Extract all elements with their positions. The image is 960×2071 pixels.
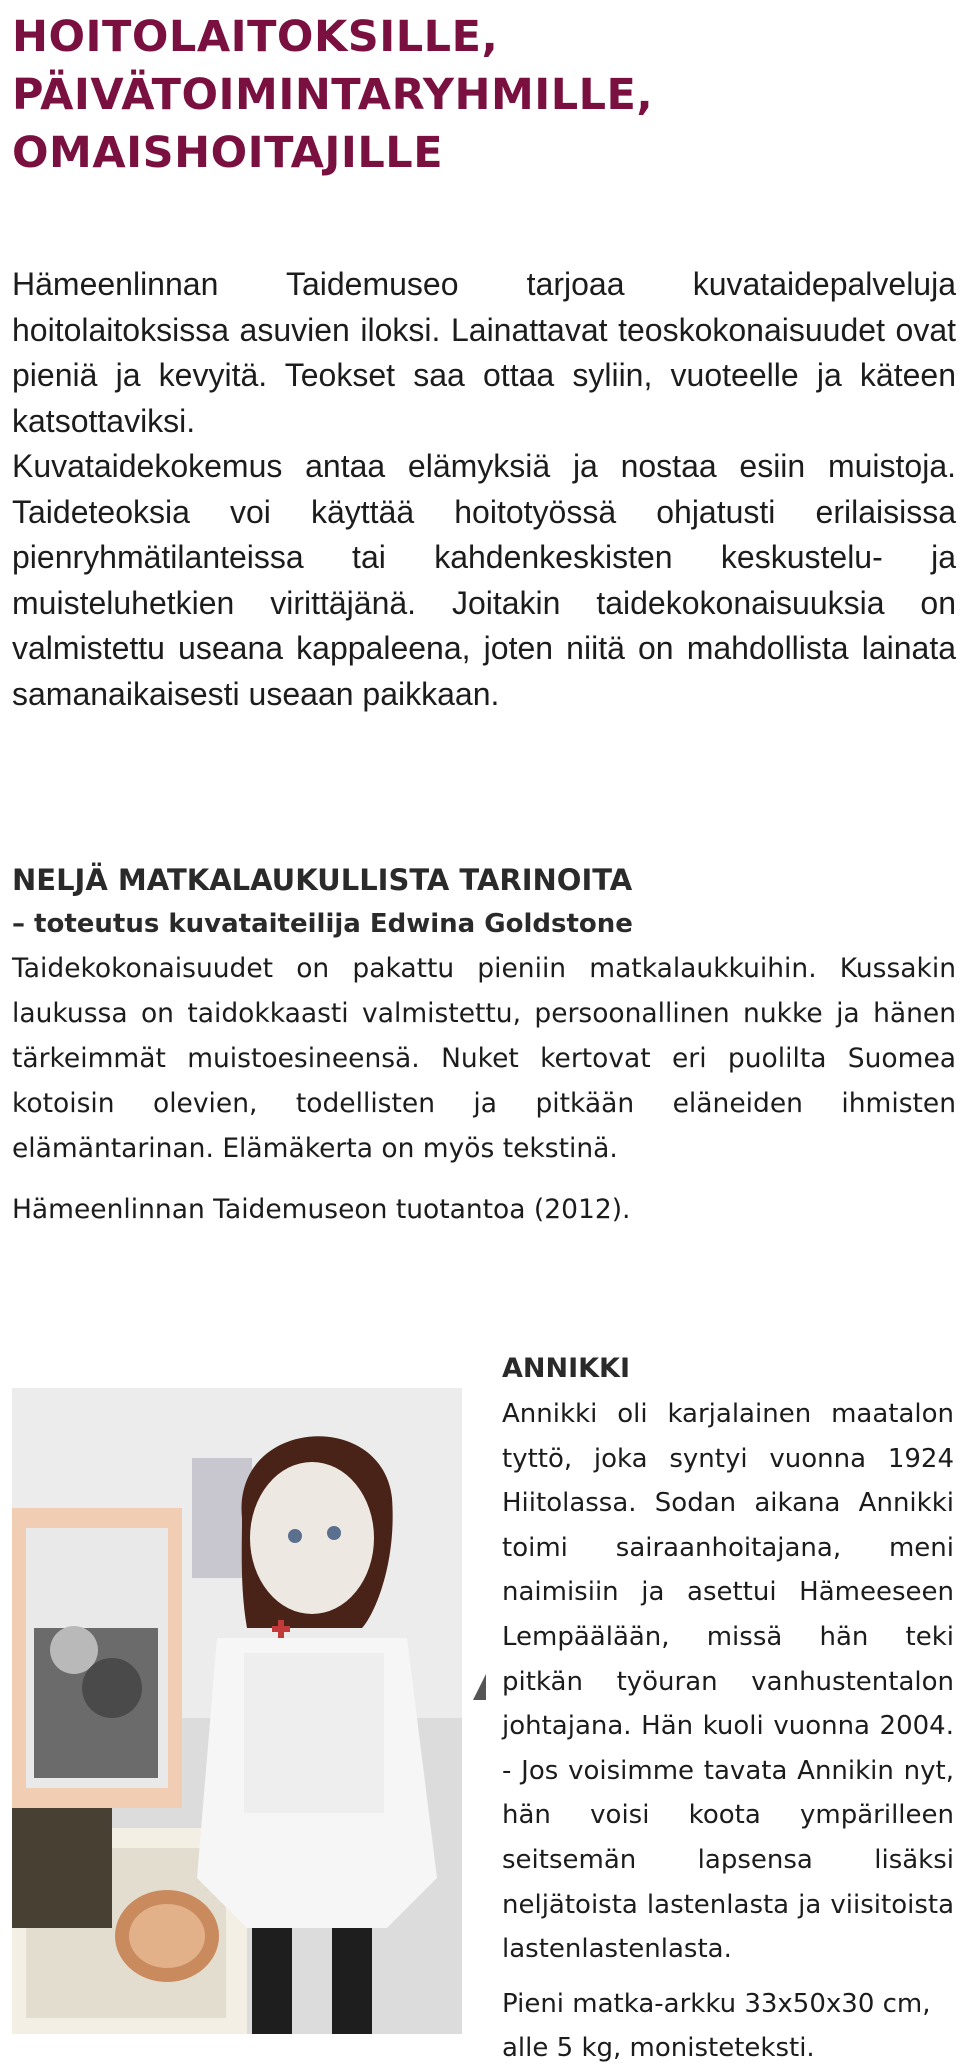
doll-spec: Pieni matka-arkku 33x50x30 cm, alle 5 kg, monisteteksti. [502, 1988, 931, 2064]
doll-description [502, 1346, 954, 2071]
doll-photo-illustration [12, 1388, 462, 2034]
photo-doll-face [250, 1462, 374, 1614]
doll-bio: Annikki oli karjalainen maatalon tyttö, joka syntyi vuonna 1924 Hiitolassa. Sodan aikana Annikki toimi sairaanhoitajana, meni naimisiin ja asettui Hämeeseen Lempäälään, missä hän teki pitkän työuran vanhustentalon johtajana. Hän kuoli vuonna 2004. - Jos voisimme tavata Annikin nyt, hän voisi koota ympärilleen seitsemän lapsensa lisäksi neljätoista lastenlasta ja viisitoista lastenlastenlasta. [502, 1399, 954, 1965]
triangle-marker [473, 1674, 486, 1700]
doll-photo [12, 1388, 462, 2034]
photo-copper-cup-inner [129, 1904, 205, 1968]
photo-doll-leg [332, 1928, 372, 2034]
suitcase-stories-section [12, 858, 956, 1232]
intro-paragraph: Kuvataidekokemus antaa elämyksiä ja nostaa esiin muistoja. Taideteoksia voi käyttää hoitotyössä ohjatusti erilaisissa pienryhmätilanteissa tai kahdenkeskisten keskustelu- ja muisteluhetkien virittäjänä. Joitakin taidekokonaisuuksia on valmistettu useana kappaleena, joten niitä on mahdollista lainata samanaikaisesti useaan paikkaan. [12, 448, 956, 712]
photo-doll-eye [288, 1529, 302, 1543]
photo-doll-apron [244, 1653, 384, 1813]
doll-name: ANNIKKI [502, 1353, 631, 1384]
photo-doll-leg [252, 1928, 292, 2034]
section-body: Taidekokonaisuudet on pakattu pieniin matkalaukkuihin. Kussakin laukussa on taidokkaasti valmistettu, persoonallinen nukke ja hänen tärkeimmät muistoesineensä. Nuket kertovat eri puolilta Suomea kotoisin olevien, todellisten ja pitkään eläneiden ihmisten elämäntarinan. Elämäkerta on myös tekstinä. [12, 953, 956, 1164]
section-subheading: – toteutus kuvataiteilija Edwina Goldstone [12, 909, 633, 939]
page-title-line: OMAISHOITAJILLE [12, 128, 444, 178]
section-credit: Hämeenlinnan Taidemuseon tuotantoa (2012). [12, 1194, 631, 1225]
page-title-line: PÄIVÄTOIMINTARYHMILLE, [12, 70, 654, 120]
intro-paragraph: Hämeenlinnan Taidemuseo tarjoaa kuvataidepalveluja hoitolaitoksissa asuvien iloksi. Lainattavat teoskokonaisuudet ovat pieniä ja kevyitä. Teokset saa ottaa syliin, vuoteelle ja käteen katsottaviksi. [12, 266, 956, 439]
page-title-line: HOITOLAITOKSILLE, [12, 12, 499, 62]
photo-dark-block [12, 1808, 112, 1928]
photo-portrait [82, 1658, 142, 1718]
intro-text [12, 262, 956, 717]
section-heading: NELJÄ MATKALAUKULLISTA TARINOITA [12, 863, 633, 897]
photo-doll-eye [327, 1526, 341, 1540]
page-title [12, 8, 912, 182]
